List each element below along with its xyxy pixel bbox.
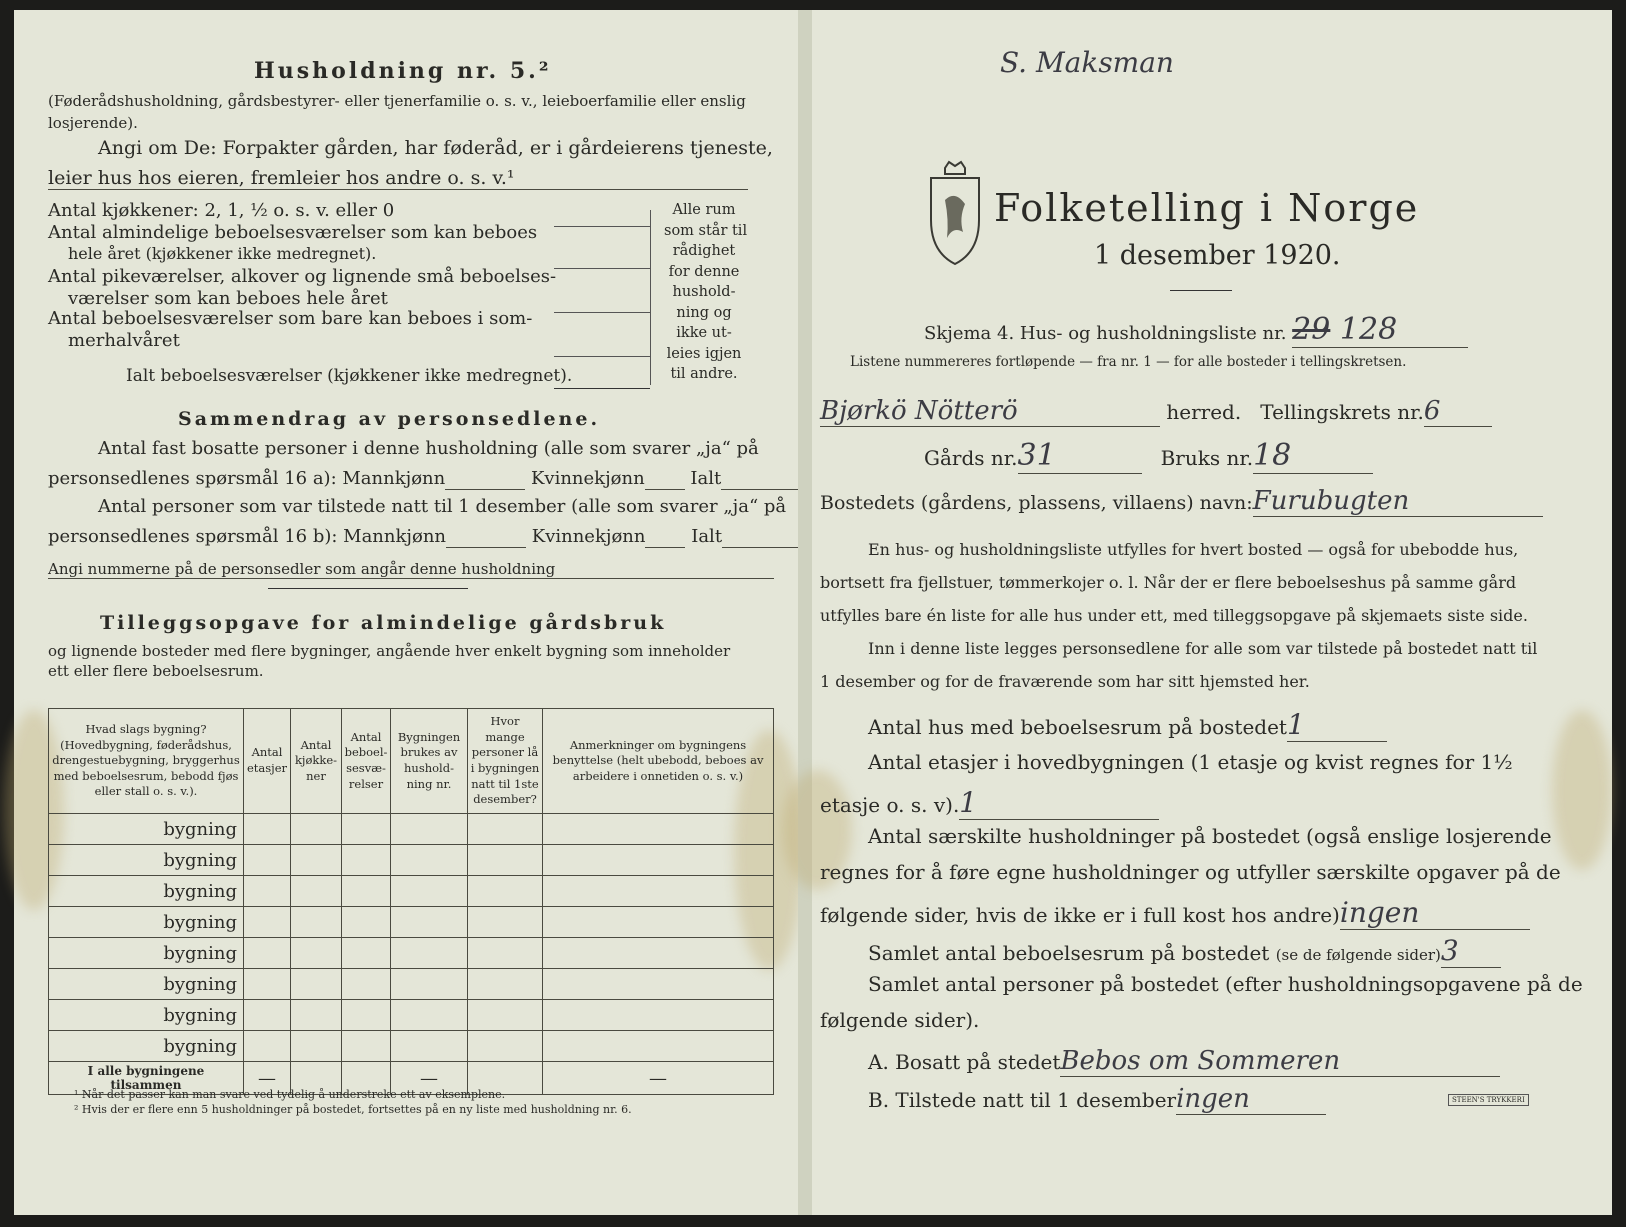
etasjer-line-2: etasje o. s. v).1 [820, 786, 1159, 820]
table-row: bygning [49, 845, 774, 876]
col-boel: Antal beboel-sesvæ-relser [342, 709, 391, 814]
tillegg-sub-2: ett eller flere beboelsesrum. [48, 662, 264, 680]
side-note: Alle rum som står til rådighet for denne hushold- ning og ikke ut- leies igjen til andre. [664, 202, 748, 382]
q-kjokken: Antal kjøkkener: 2, 1, ½ o. s. v. eller 0 [48, 200, 395, 221]
gards-line: Gårds nr.31 Bruks nr.18 [924, 438, 1373, 474]
q-pike-2: værelser som kan beboes hele året [68, 288, 388, 309]
tilstede-line: B. Tilstede natt til 1 desemberingen [868, 1084, 1326, 1115]
col-hvad: Hvad slags bygning? (Hovedbygning, føderådshus, drengestuebygning, bryggerhus med beboelsesrum, bebodd fjøs eller stall o. s. v.). [49, 709, 244, 814]
skjema-line: Skjema 4. Hus- og husholdningsliste nr. 29 128 [924, 312, 1468, 348]
title-divider [1170, 290, 1232, 291]
household-subtitle: (Føderådshusholdning, gårdsbestyrer- eller tjenerfamilie o. s. v., leieboerfamilie eller enslig losjerende). [48, 92, 746, 132]
tillegg-title: Tilleggsopgave for almindelige gårdsbruk [100, 612, 667, 634]
footnote-2: ² Hvis der er flere enn 5 husholdninger på bostedet, fortsettes på en ny liste med husholdning nr. 6. [74, 1103, 632, 1116]
printer-mark: STEEN'S TRYKKERI [1448, 1094, 1529, 1106]
sammendrag-1a: Antal fast bosatte personer i denne husholdning (alle som svarer „ja“ på [98, 438, 759, 459]
household-title: Husholdning nr. 5.² [254, 58, 552, 84]
col-personer: Hvor mange personer lå i bygningen natt til 1ste desember? [468, 709, 543, 814]
hushold-line-3: følgende sider, hvis de ikke er i full kost hos andre)ingen [820, 896, 1530, 930]
sammendrag-title: Sammendrag av personsedlene. [178, 408, 601, 430]
table-row: bygning [49, 938, 774, 969]
hushold-line-2: regnes for å føre egne husholdninger og utfyller særskilte opgaver på de [820, 860, 1561, 884]
q-som-2: merhalvåret [68, 330, 180, 351]
q-alm-1: Antal almindelige beboelsesværelser som kan beboes [48, 222, 538, 243]
main-title: Folketelling i Norge [994, 186, 1420, 230]
q-alm-2: hele året (kjøkkener ikke medregnet). [68, 244, 377, 263]
etasjer-line-1: Antal etasjer i hovedbygningen (1 etasje og kvist regnes for 1½ [868, 750, 1513, 774]
census-date: 1 desember 1920. [1094, 240, 1341, 271]
q-som-1: Antal beboelsesværelser som bare kan beboes i som- [48, 308, 533, 329]
right-page [812, 10, 1612, 1215]
col-etasjer: Antal etasjer [244, 709, 291, 814]
tillegg-sub-1: og lignende bosteder med flere bygninger, angående hver enkelt bygning som inneholder [48, 642, 731, 660]
building-table [48, 708, 774, 1095]
table-row: bygning [49, 876, 774, 907]
para-5: 1 desember og for de fraværende som har sitt hjemsted her. [820, 672, 1310, 691]
angi-line-1: Angi om De: Forpakter gården, har føderåd, er i gårdeierens tjeneste, [98, 137, 773, 159]
para-3: utfylles bare én liste for alle hus under ett, med tilleggsopgave på skjemaets siste side. [820, 606, 1528, 625]
q-ialt: Ialt beboelsesværelser (kjøkkener ikke medregnet). [126, 366, 573, 386]
q-pike-1: Antal pikeværelser, alkover og lignende små beboelses- [48, 266, 557, 287]
hushold-line-1: Antal særskilte husholdninger på bostedet (også enslige losjerende [868, 824, 1552, 848]
table-row: bygning [49, 1000, 774, 1031]
table-row: bygning [49, 814, 774, 845]
herred-line: Bjørkö Nötterö herred. Tellingskrets nr.6 [820, 396, 1492, 427]
hus-line: Antal hus med beboelsesrum på bostedet1 [868, 708, 1387, 742]
bosted-line: Bostedets (gårdens, plassens, villaens) navn:Furubugten [820, 486, 1543, 517]
para-1: En hus- og husholdningsliste utfylles for hvert bosted — også for ubebodde hus, [868, 540, 1519, 559]
handwritten-name: S. Maksman [1000, 46, 1174, 79]
divider [268, 588, 468, 589]
sammendrag-2a: Antal personer som var tilstede natt til 1 desember (alle som svarer „ja“ på [98, 496, 787, 517]
numbering-note: Listene nummereres fortløpende — fra nr. 1 — for alle bosteder i tellingskretsen. [850, 354, 1407, 370]
sammendrag-1b: personsedlenes spørsmål 16 a): Mannkjønn Kvinnekjønn Ialt [48, 468, 809, 490]
col-brukes: Bygningen brukes av hushold-ning nr. [391, 709, 468, 814]
rum-line: Samlet antal beboelsesrum på bostedet (se de følgende sider)3 [868, 934, 1501, 968]
col-kjokken: Antal kjøkke-ner [291, 709, 342, 814]
para-2: bortsett fra fjellstuer, tømmerkojer o. l. Når der er flere beboelseshus på samme gård [820, 573, 1517, 592]
table-row: bygning [49, 1031, 774, 1062]
footnote-1: ¹ Når det passer kan man svare ved tydelig å understreke ett av eksemplene. [74, 1088, 506, 1101]
total-row: I alle bygningene tilsammen — — — [49, 1062, 774, 1095]
para-4: Inn i denne liste legges personsedlene for alle som var tilstede på bostedet natt til [868, 639, 1538, 658]
personer-line-1: Samlet antal personer på bostedet (efter husholdningsopgavene på de [868, 972, 1583, 996]
table-row: bygning [49, 969, 774, 1000]
sammendrag-2b: personsedlenes spørsmål 16 b): Mannkjønn Kvinnekjønn Ialt [48, 526, 810, 548]
table-row: bygning [49, 907, 774, 938]
coat-of-arms-icon [923, 160, 987, 270]
col-anm: Anmerkninger om bygningens benyttelse (helt ubebodd, beboes av arbeidere i onnetiden o. s. v.) [543, 709, 774, 814]
left-page [14, 10, 804, 1215]
personer-line-2: følgende sider). [820, 1008, 980, 1032]
answer-column [554, 210, 651, 385]
bosatt-line: A. Bosatt på stedetBebos om Sommeren [868, 1046, 1500, 1077]
angi-nummerne: Angi nummerne på de personsedler som angår denne husholdning [48, 560, 774, 579]
angi-line-2: leier hus hos eieren, fremleier hos andre o. s. v.¹ [48, 167, 748, 190]
